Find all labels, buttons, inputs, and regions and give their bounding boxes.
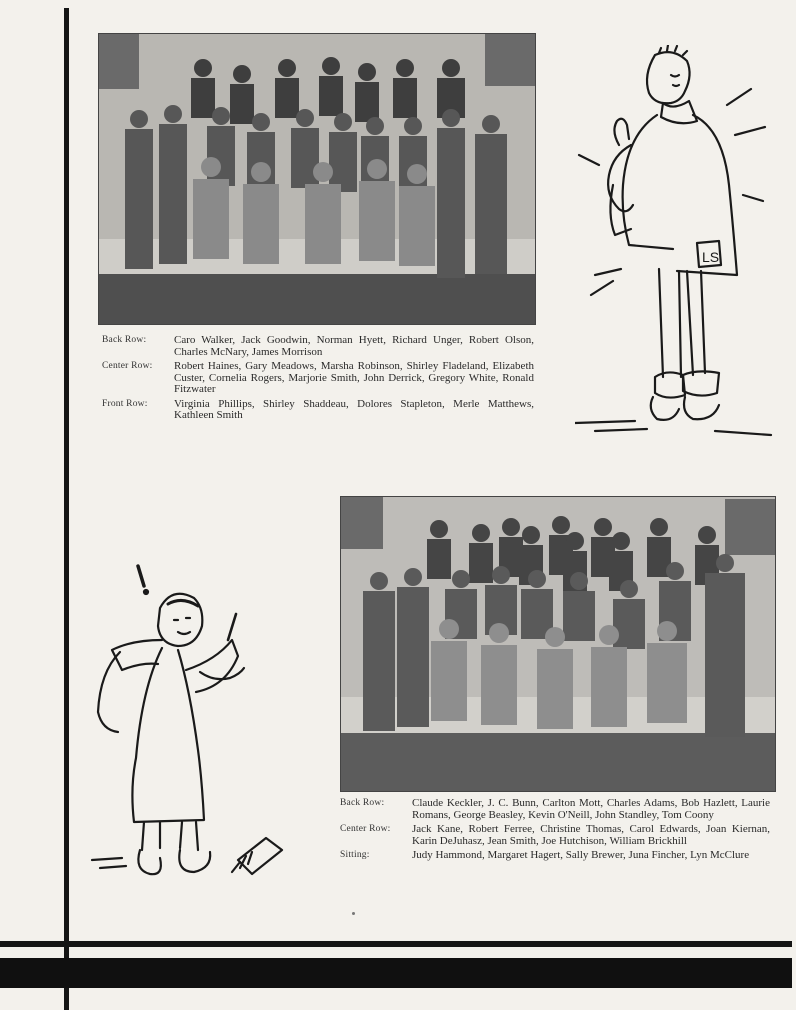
row-label: Sitting:	[340, 850, 370, 860]
class-photo-2-image	[341, 497, 775, 791]
row-names: Robert Haines, Gary Meadows, Marsha Robinson, Shirley Fladeland, Elizabeth Custer, Cornelia Rogers, Marjorie Smith, John Derrick, Gregory White, Ronald Fitzwater	[174, 360, 534, 395]
photo-1-caption	[102, 335, 534, 425]
caption-row	[102, 335, 534, 358]
cartoon-boy-thumbs-up	[575, 45, 775, 440]
row-names: Caro Walker, Jack Goodwin, Norman Hyett, Richard Unger, Robert Olson, Charles McNary, James Morrison	[174, 334, 534, 358]
caption-row	[102, 399, 534, 422]
class-photo-2	[340, 496, 776, 792]
row-label: Back Row:	[102, 335, 147, 345]
photo-2-caption	[340, 798, 770, 865]
row-label: Center Row:	[102, 361, 153, 371]
row-names: Judy Hammond, Margaret Hagert, Sally Brewer, Juna Fincher, Lyn McClure	[412, 849, 750, 861]
class-photo-1	[98, 33, 536, 325]
vertical-border-rule	[64, 8, 69, 1010]
row-label: Center Row:	[340, 824, 391, 834]
cartoon-girl-with-pencil	[90, 560, 290, 895]
caption-row	[340, 850, 770, 862]
row-names: Claude Keckler, J. C. Bunn, Carlton Mott, Charles Adams, Bob Hazlett, Laurie Romans, George Beasley, Kevin O'Neill, John Standley, Tom Coony	[412, 797, 770, 821]
row-label: Back Row:	[340, 798, 385, 808]
class-photo-1-image	[99, 34, 535, 324]
caption-row	[340, 798, 770, 821]
horizontal-border-rule-thick	[0, 958, 792, 988]
row-names: Virginia Phillips, Shirley Shaddeau, Dolores Stapleton, Merle Matthews, Kathleen Smith	[174, 397, 534, 421]
horizontal-border-rule-thin	[0, 941, 792, 947]
caption-row	[102, 361, 534, 396]
caption-row	[340, 824, 770, 847]
sweater-letter: LS	[702, 249, 720, 265]
row-label: Front Row:	[102, 398, 148, 409]
row-names: Jack Kane, Robert Ferree, Christine Thomas, Carol Edwards, Joan Kiernan, Karin DeJuhasz, Jean Smith, Joe Hutchison, William Brickhill	[412, 823, 770, 847]
speck	[352, 912, 355, 915]
